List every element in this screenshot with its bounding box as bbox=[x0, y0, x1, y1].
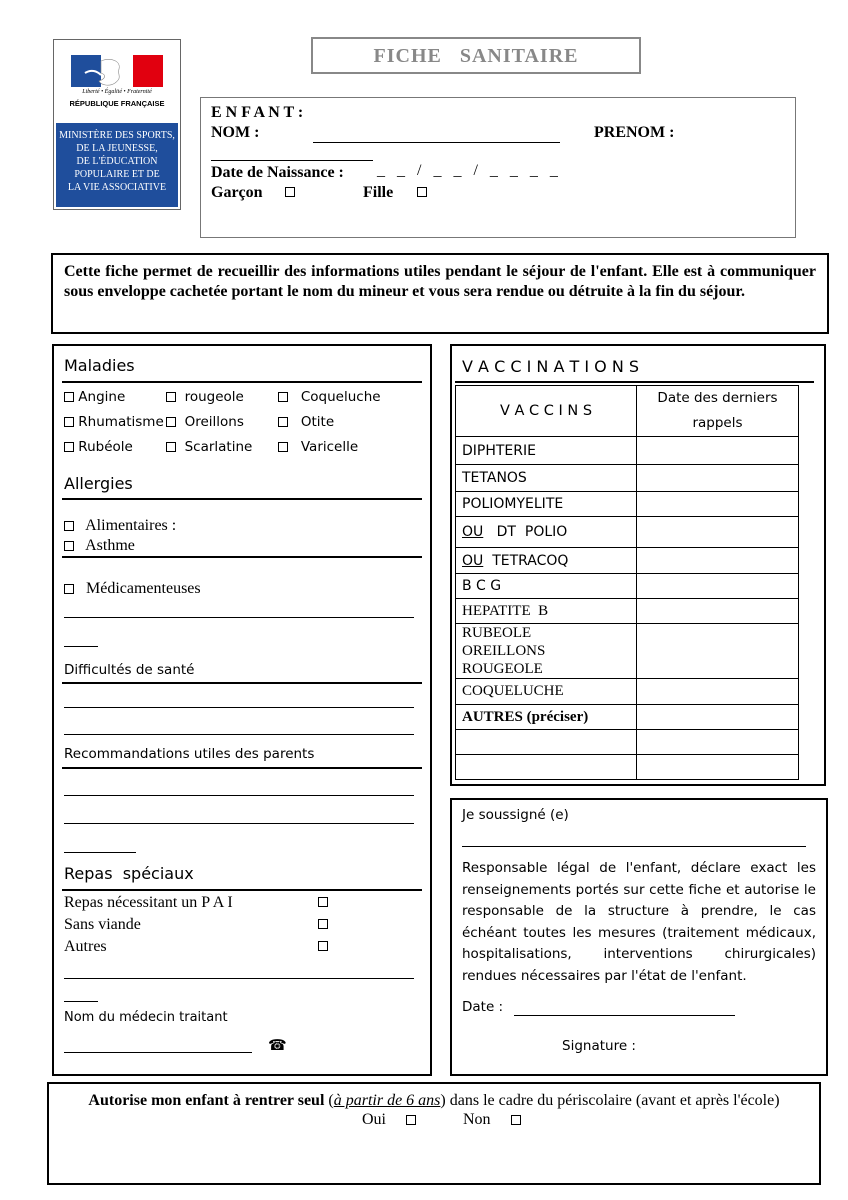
sans-viande-label: Sans viande bbox=[64, 916, 141, 933]
boy-checkbox[interactable] bbox=[285, 187, 295, 197]
date-cell[interactable] bbox=[637, 548, 799, 574]
table-row bbox=[456, 517, 799, 548]
divider bbox=[62, 498, 422, 500]
recommandations-heading: Recommandations utiles des parents bbox=[64, 746, 315, 762]
divider bbox=[62, 682, 422, 684]
angine-checkbox[interactable] bbox=[64, 392, 74, 402]
marianne-flag-icon bbox=[71, 55, 163, 87]
vaccine-name: HEPATITE B bbox=[456, 599, 637, 624]
nom-field[interactable] bbox=[313, 142, 560, 143]
table-row bbox=[456, 705, 799, 730]
ministry-logo bbox=[53, 39, 181, 210]
table-row bbox=[456, 437, 799, 465]
divider bbox=[62, 889, 422, 891]
food-allergy-checkbox[interactable] bbox=[64, 521, 74, 531]
vaccins-header: V A C C I N S bbox=[456, 386, 637, 437]
table-row bbox=[456, 574, 799, 599]
divider bbox=[62, 556, 422, 558]
girl-checkbox[interactable] bbox=[417, 187, 427, 197]
coqueluche-checkbox[interactable] bbox=[278, 392, 288, 402]
vaccine-name: POLIOMYELITE bbox=[456, 492, 637, 517]
declaration-text: Responsable légal de l'enfant, déclare exact les renseignements portés sur cette fiche et autorise le responsable de la structure à prendre, le cas échéant toutes les mesures (traitement médicaux, hospitalisations, interventions chirurgicales) rendues nécessaires par l'état de l'enfant. bbox=[462, 860, 816, 984]
difficultes-heading: Difficultés de santé bbox=[64, 662, 195, 678]
write-line[interactable] bbox=[64, 707, 414, 708]
rhumatisme-checkbox[interactable] bbox=[64, 417, 74, 427]
write-line[interactable] bbox=[64, 795, 414, 796]
asthma-checkbox[interactable] bbox=[64, 541, 74, 551]
boy-label: Garçon bbox=[211, 184, 263, 201]
nom-label: NOM : bbox=[211, 124, 260, 141]
oreillons-checkbox[interactable] bbox=[166, 417, 176, 427]
date-cell[interactable] bbox=[637, 679, 799, 705]
motto: Liberté • Égalité • Fraternité bbox=[82, 89, 152, 95]
date-label: Date : bbox=[462, 999, 504, 1015]
medecin-field[interactable] bbox=[64, 1052, 252, 1053]
signature-label: Signature : bbox=[562, 1038, 636, 1054]
table-row bbox=[456, 548, 799, 574]
scarlatine-checkbox[interactable] bbox=[166, 442, 176, 452]
table-row bbox=[456, 679, 799, 705]
dates-header: Date des derniers rappels bbox=[637, 386, 799, 437]
allergy-asthma: Asthme bbox=[64, 537, 135, 555]
child-identity-box bbox=[200, 97, 796, 238]
autres-checkbox[interactable] bbox=[318, 941, 328, 951]
varicelle-checkbox[interactable] bbox=[278, 442, 288, 452]
vaccine-name: OU DT POLIO bbox=[456, 517, 637, 548]
repas-pai-checkbox[interactable] bbox=[318, 897, 328, 907]
intro-notice: Cette fiche permet de recueillir des informations utiles pendant le séjour de l'enfant. Elle est à communiquer sous enveloppe cachetée portant le nom du mineur et vous sera rendue ou détruite à la fin du séjour. bbox=[51, 253, 829, 334]
vaccine-name: RUBEOLE OREILLONS ROUGEOLE bbox=[456, 624, 637, 679]
write-line[interactable] bbox=[64, 617, 414, 618]
date-cell[interactable] bbox=[637, 437, 799, 465]
phone-icon: ☎ bbox=[268, 1038, 287, 1054]
repas-heading: Repas spéciaux bbox=[64, 864, 194, 883]
date-cell[interactable] bbox=[637, 574, 799, 599]
date-cell[interactable] bbox=[637, 517, 799, 548]
rubeole-checkbox[interactable] bbox=[64, 442, 74, 452]
write-line[interactable] bbox=[64, 852, 136, 853]
girl-label: Fille bbox=[363, 184, 394, 201]
write-line[interactable] bbox=[64, 978, 414, 979]
table-row bbox=[456, 624, 799, 679]
vaccine-name: COQUELUCHE bbox=[456, 679, 637, 705]
divider bbox=[62, 767, 422, 769]
vaccine-name: AUTRES (préciser) bbox=[456, 705, 637, 730]
prenom-field-line[interactable] bbox=[211, 160, 373, 161]
dob-label: Date de Naissance : bbox=[211, 164, 344, 181]
write-line[interactable] bbox=[64, 646, 98, 647]
table-row bbox=[456, 599, 799, 624]
maladies-heading: Maladies bbox=[64, 356, 135, 375]
date-cell[interactable] bbox=[637, 705, 799, 730]
divider bbox=[62, 381, 422, 383]
date-cell[interactable] bbox=[637, 492, 799, 517]
child-heading: E N F A N T : bbox=[211, 104, 304, 121]
divider bbox=[455, 381, 814, 383]
vaccine-name: DIPHTERIE bbox=[456, 437, 637, 465]
authorization-text: Autorise mon enfant à rentrer seul (à partir de 6 ans) dans le cadre du périscolaire (avant et après l'école) bbox=[88, 1092, 780, 1109]
date-cell[interactable] bbox=[637, 624, 799, 679]
repas-pai-label: Repas nécessitant un P A I bbox=[64, 894, 233, 911]
autres-label: Autres bbox=[64, 938, 107, 955]
vaccine-name: OU TETRACOQ bbox=[456, 548, 637, 574]
date-cell[interactable] bbox=[637, 599, 799, 624]
prenom-label: PRENOM : bbox=[594, 124, 675, 141]
date-cell[interactable] bbox=[637, 730, 799, 755]
oui-checkbox[interactable] bbox=[406, 1115, 416, 1125]
table-row bbox=[456, 755, 799, 780]
write-line[interactable] bbox=[64, 1001, 98, 1002]
non-option: Non bbox=[463, 1111, 521, 1129]
oui-option: Oui bbox=[362, 1111, 416, 1129]
dob-field[interactable]: _ _ / _ _ / _ _ _ _ bbox=[377, 162, 558, 179]
soussigne-label: Je soussigné (e) bbox=[462, 807, 569, 823]
table-row bbox=[456, 730, 799, 755]
table-row bbox=[456, 492, 799, 517]
vaccinations-heading: V A C C I N A T I O N S bbox=[462, 357, 640, 376]
vaccine-name: TETANOS bbox=[456, 465, 637, 492]
vaccines-table bbox=[455, 385, 799, 780]
otite-checkbox[interactable] bbox=[278, 417, 288, 427]
table-row bbox=[456, 465, 799, 492]
non-checkbox[interactable] bbox=[511, 1115, 521, 1125]
sans-viande-checkbox[interactable] bbox=[318, 919, 328, 929]
republic-label: RÉPUBLIQUE FRANÇAISE bbox=[69, 99, 165, 108]
page-title: FICHE SANITAIRE bbox=[311, 37, 641, 74]
blank-cell[interactable] bbox=[456, 755, 637, 780]
name-field[interactable] bbox=[462, 846, 806, 847]
date-field[interactable] bbox=[514, 1015, 735, 1016]
write-line[interactable] bbox=[64, 734, 414, 735]
write-line[interactable] bbox=[64, 823, 414, 824]
allergies-heading: Allergies bbox=[64, 474, 133, 493]
medication-allergy-checkbox[interactable] bbox=[64, 584, 74, 594]
date-cell[interactable] bbox=[637, 755, 799, 780]
vaccine-name: B C G bbox=[456, 574, 637, 599]
rougeole-checkbox[interactable] bbox=[166, 392, 176, 402]
blank-cell[interactable] bbox=[456, 730, 637, 755]
allergy-food: Alimentaires : bbox=[64, 517, 176, 535]
date-cell[interactable] bbox=[637, 465, 799, 492]
medecin-label: Nom du médecin traitant bbox=[64, 1010, 228, 1025]
allergy-medication: Médicamenteuses bbox=[64, 580, 201, 598]
ministry-name: MINISTÈRE DES SPORTS, DE LA JEUNESSE, DE L'ÉDUCATION POPULAIRE ET DE LA VIE ASSOCIATIVE bbox=[56, 123, 178, 207]
